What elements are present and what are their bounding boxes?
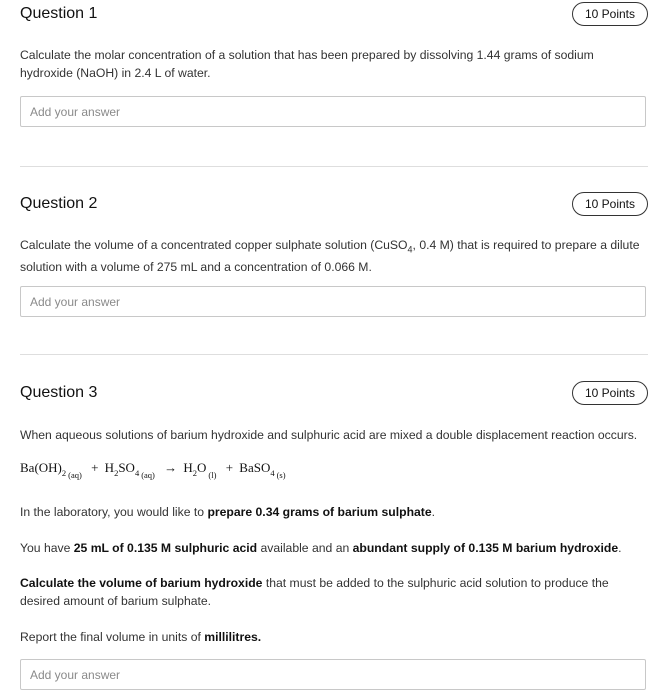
question-2-title: Question 2	[20, 195, 98, 212]
question-3-intro: When aqueous solutions of barium hydroxide and sulphuric acid are mixed a double displacement reaction occurs.	[20, 428, 638, 442]
equation-plus: +	[91, 460, 99, 475]
question-1-answer-input[interactable]	[20, 96, 646, 127]
question-2-text-part: Calculate the volume of a concentrated copper sulphate solution (CuSO	[20, 238, 408, 252]
question-1-text: Calculate the molar concentration of a solution that has been prepared by dissolving 1.44 grams of sodium hydroxide (NaOH) in 2.4 L of water.	[20, 48, 594, 80]
question-3-header	[20, 379, 648, 407]
question-3-paragraph-4: Report the final volume in units of millilitres.	[20, 630, 262, 644]
question-3-points-badge: 10 Points	[572, 381, 648, 405]
question-3-answer-input[interactable]	[20, 659, 646, 690]
question-2-header	[20, 190, 648, 218]
question-2-text-part: , 0.4 M) that is required to prepare a dilute solution with a volume of 275 mL and a concentration of 0.066 M.	[20, 238, 640, 275]
question-3-paragraph-2: You have 25 mL of 0.135 M sulphuric acid available and an abundant supply of 0.135 M barium hydroxide.	[20, 541, 622, 555]
equation-plus: +	[225, 460, 234, 475]
section-divider	[20, 354, 648, 355]
reaction-equation	[20, 460, 289, 480]
question-2-answer-input[interactable]	[20, 286, 646, 317]
question-1-title: Question 1	[20, 5, 98, 22]
equation-term-sulphuric-acid: $H_2SO_4$ $_{(aq)}$	[104, 460, 155, 480]
equation-term-water: $H_2O$ $_{(l)}$	[183, 460, 217, 480]
question-2-text	[20, 236, 646, 276]
section-divider	[20, 166, 648, 167]
question-2-text-subscript: 4	[407, 244, 413, 255]
equation-term-barium-hydroxide: $Ba(OH)_2$ $_{(aq)}$	[20, 460, 82, 480]
question-2-points-badge: 10 Points	[572, 192, 648, 216]
question-3-title: Question 3	[20, 384, 98, 401]
equation-term-barium-sulphate: BaSO$_4$ $_{(s)}$	[239, 460, 286, 480]
question-3-paragraph-3: Calculate the volume of barium hydroxide that must be added to the sulphuric acid solution to produce the desired amount of barium sulphate.	[20, 576, 609, 608]
question-1-header	[20, 0, 648, 28]
equation-arrow: →	[164, 460, 178, 475]
question-1-points-badge: 10 Points	[572, 2, 648, 26]
question-3-paragraph-1: In the laboratory, you would like to prepare 0.34 grams of barium sulphate.	[20, 505, 436, 519]
